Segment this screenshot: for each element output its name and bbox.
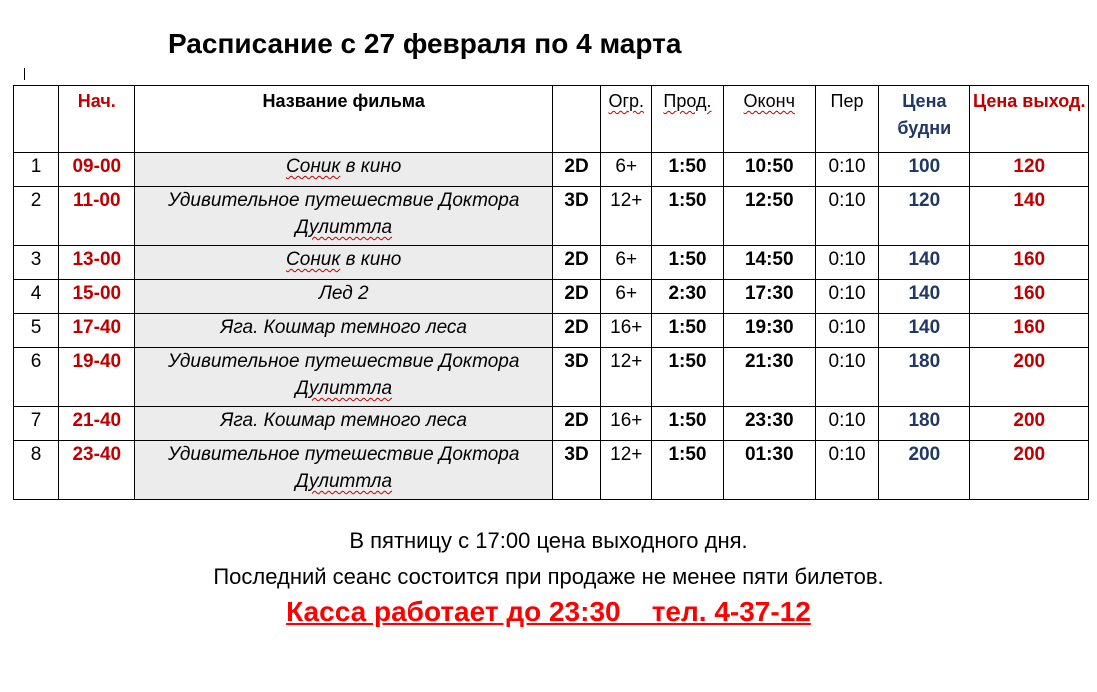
cell-end: 12:50 (723, 187, 815, 246)
header-format (552, 86, 600, 153)
cell-price-weekend: 200 (970, 441, 1089, 500)
table-row (14, 348, 1089, 407)
cell-break: 0:10 (815, 407, 878, 441)
cell-num: 2 (14, 187, 59, 246)
cell-start: 19-40 (59, 348, 135, 407)
friday-note: В пятницу с 17:00 цена выходного дня. (349, 528, 748, 553)
cell-break: 0:10 (815, 153, 878, 187)
cell-age: 16+ (601, 407, 652, 441)
cell-price-weekday: 140 (879, 246, 970, 280)
cell-price-weekday: 140 (879, 280, 970, 314)
cell-end: 21:30 (723, 348, 815, 407)
cell-age: 12+ (601, 348, 652, 407)
cell-price-weekend: 200 (970, 348, 1089, 407)
cell-break: 0:10 (815, 314, 878, 348)
film-title: Удивительное путешествие Доктора Дулиттла (168, 351, 520, 399)
cell-film (135, 246, 553, 280)
table-row (14, 153, 1089, 187)
cell-price-weekend: 200 (970, 407, 1089, 441)
cell-start: 09-00 (59, 153, 135, 187)
cell-price-weekend: 160 (970, 280, 1089, 314)
cell-film (135, 153, 553, 187)
cell-start: 11-00 (59, 187, 135, 246)
table-row (14, 187, 1089, 246)
film-title: Лед 2 (318, 283, 369, 304)
cell-start: 15-00 (59, 280, 135, 314)
cell-age: 12+ (601, 187, 652, 246)
cell-price-weekend: 140 (970, 187, 1089, 246)
cell-duration: 1:50 (652, 246, 723, 280)
cell-film (135, 441, 553, 500)
cell-price-weekday: 180 (879, 407, 970, 441)
text-cursor (24, 68, 25, 80)
cell-duration: 1:50 (652, 314, 723, 348)
cell-age: 6+ (601, 153, 652, 187)
cell-num: 4 (14, 280, 59, 314)
cell-film (135, 407, 553, 441)
cell-num: 1 (14, 153, 59, 187)
last-show-note: Последний сеанс состоится при продаже не менее пяти билетов. (213, 564, 884, 589)
header-duration: Прод. (652, 86, 723, 153)
film-title: Яга. Кошмар темного леса (220, 317, 467, 338)
cell-format: 3D (552, 187, 600, 246)
table-header-row (14, 86, 1089, 153)
cell-price-weekend: 160 (970, 246, 1089, 280)
film-title: Соник в кино (286, 249, 402, 270)
box-office-note: Касса работает до 23:30 тел. 4-37-12 (286, 596, 811, 627)
header-price-weekend: Цена выход. (970, 86, 1089, 153)
cell-price-weekday: 120 (879, 187, 970, 246)
cell-format: 2D (552, 153, 600, 187)
cell-end: 10:50 (723, 153, 815, 187)
cell-price-weekend: 160 (970, 314, 1089, 348)
cell-format: 2D (552, 246, 600, 280)
cell-format: 2D (552, 314, 600, 348)
cell-num: 7 (14, 407, 59, 441)
schedule-table (13, 85, 1089, 500)
cell-break: 0:10 (815, 348, 878, 407)
cell-age: 6+ (601, 246, 652, 280)
cell-break: 0:10 (815, 246, 878, 280)
cell-end: 01:30 (723, 441, 815, 500)
cell-end: 14:50 (723, 246, 815, 280)
cell-age: 6+ (601, 280, 652, 314)
table-row (14, 441, 1089, 500)
cell-price-weekday: 200 (879, 441, 970, 500)
film-title: Удивительное путешествие Доктора Дулиттла (168, 190, 520, 238)
table-row (14, 280, 1089, 314)
header-num (14, 86, 59, 153)
cell-format: 3D (552, 441, 600, 500)
cell-end: 17:30 (723, 280, 815, 314)
cell-price-weekday: 140 (879, 314, 970, 348)
cell-duration: 1:50 (652, 407, 723, 441)
cell-break: 0:10 (815, 441, 878, 500)
header-age: Огр. (601, 86, 652, 153)
cell-break: 0:10 (815, 280, 878, 314)
cell-film (135, 348, 553, 407)
cell-break: 0:10 (815, 187, 878, 246)
cell-age: 16+ (601, 314, 652, 348)
cell-film (135, 187, 553, 246)
film-title: Соник в кино (286, 156, 402, 177)
cell-price-weekday: 100 (879, 153, 970, 187)
table-row (14, 407, 1089, 441)
header-end: Оконч (723, 86, 815, 153)
header-break: Пер (815, 86, 878, 153)
cell-end: 23:30 (723, 407, 815, 441)
cell-age: 12+ (601, 441, 652, 500)
table-row (14, 246, 1089, 280)
cell-format: 3D (552, 348, 600, 407)
cell-start: 23-40 (59, 441, 135, 500)
header-start: Нач. (59, 86, 135, 153)
page-title: Расписание с 27 февраля по 4 марта (168, 28, 682, 59)
cell-film (135, 280, 553, 314)
film-title: Яга. Кошмар темного леса (220, 410, 467, 431)
cell-duration: 1:50 (652, 153, 723, 187)
cell-end: 19:30 (723, 314, 815, 348)
cell-format: 2D (552, 280, 600, 314)
cell-format: 2D (552, 407, 600, 441)
cell-num: 5 (14, 314, 59, 348)
cell-start: 13-00 (59, 246, 135, 280)
header-price-weekday: Цена будни (879, 86, 970, 153)
cell-num: 8 (14, 441, 59, 500)
cell-duration: 1:50 (652, 441, 723, 500)
cell-num: 3 (14, 246, 59, 280)
cell-duration: 1:50 (652, 187, 723, 246)
cell-price-weekend: 120 (970, 153, 1089, 187)
cell-num: 6 (14, 348, 59, 407)
table-row (14, 314, 1089, 348)
cell-start: 21-40 (59, 407, 135, 441)
cell-duration: 1:50 (652, 348, 723, 407)
cell-duration: 2:30 (652, 280, 723, 314)
cell-film (135, 314, 553, 348)
cell-start: 17-40 (59, 314, 135, 348)
header-film: Название фильма (135, 86, 553, 153)
film-title: Удивительное путешествие Доктора Дулиттла (168, 444, 520, 492)
cell-price-weekday: 180 (879, 348, 970, 407)
